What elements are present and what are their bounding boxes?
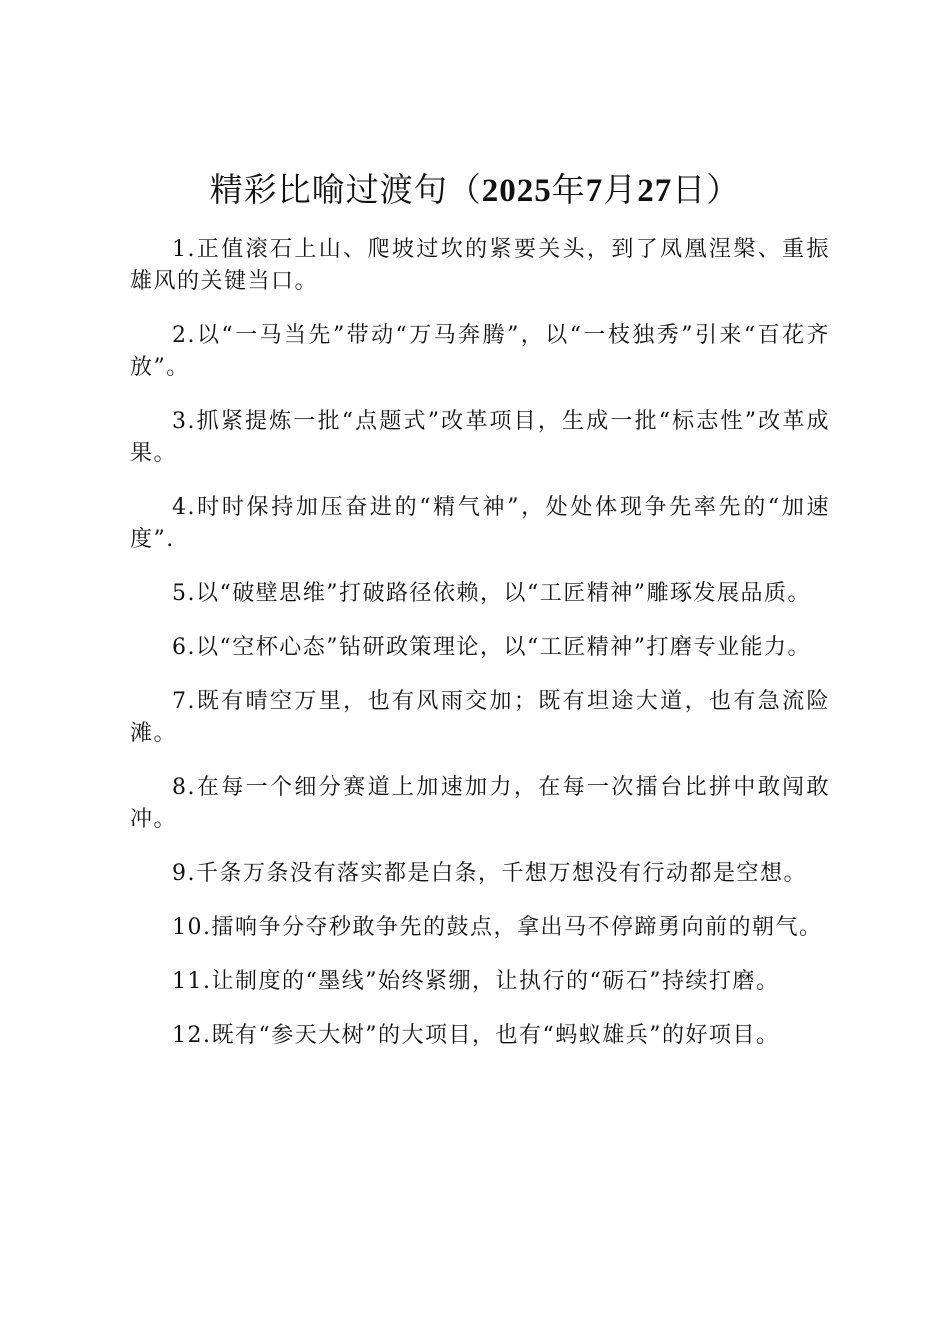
list-item: 10.擂响争分夺秒敢争先的鼓点，拿出马不停蹄勇向前的朝气。 [172,915,823,940]
list-item: 3.抓紧提炼一批“点题式”改革项目，生成一批“标志性”改革成果。 [130,409,830,466]
list-item: 8.在每一个细分赛道上加速加力，在每一次擂台比拼中敢闯敢冲。 [130,775,830,832]
sentence-list [130,234,830,1074]
list-item: 4.时时保持加压奋进的“精气神”，处处体现争先率先的“加速度”. [130,495,830,552]
title-year: 2025 [481,173,552,209]
list-item: 1.正值滚石上山、爬坡过坎的紧要关头，到了凤凰涅槃、重振雄风的关键当口。 [130,237,830,294]
list-item: 11.让制度的“墨线”始终紧绷，让执行的“砺石”持续打磨。 [172,969,780,994]
title-month-unit: 月 [603,170,638,209]
list-item: 12.既有“参天大树”的大项目，也有“蚂蚁雄兵”的好项目。 [172,1023,780,1048]
document-title [0,166,950,215]
list-item: 5.以“破壁思维”打破路径依赖，以“工匠精神”雕琢发展品质。 [172,581,811,606]
list-item: 9.千条万条没有落实都是白条，千想万想没有行动都是空想。 [172,861,807,886]
title-prefix: 精彩比喻过渡句（ [209,170,482,209]
title-month: 7 [585,173,604,209]
title-day: 27 [637,173,673,209]
title-suffix: 日） [672,170,741,209]
list-item: 2.以“一马当先”带动“万马奔腾”，以“一枝独秀”引来“百花齐放”。 [130,323,830,380]
list-item: 6.以“空杯心态”钻研政策理论，以“工匠精神”打磨专业能力。 [172,635,811,660]
list-item: 7.既有晴空万里，也有风雨交加；既有坦途大道，也有急流险滩。 [130,689,830,746]
title-year-unit: 年 [551,170,586,209]
